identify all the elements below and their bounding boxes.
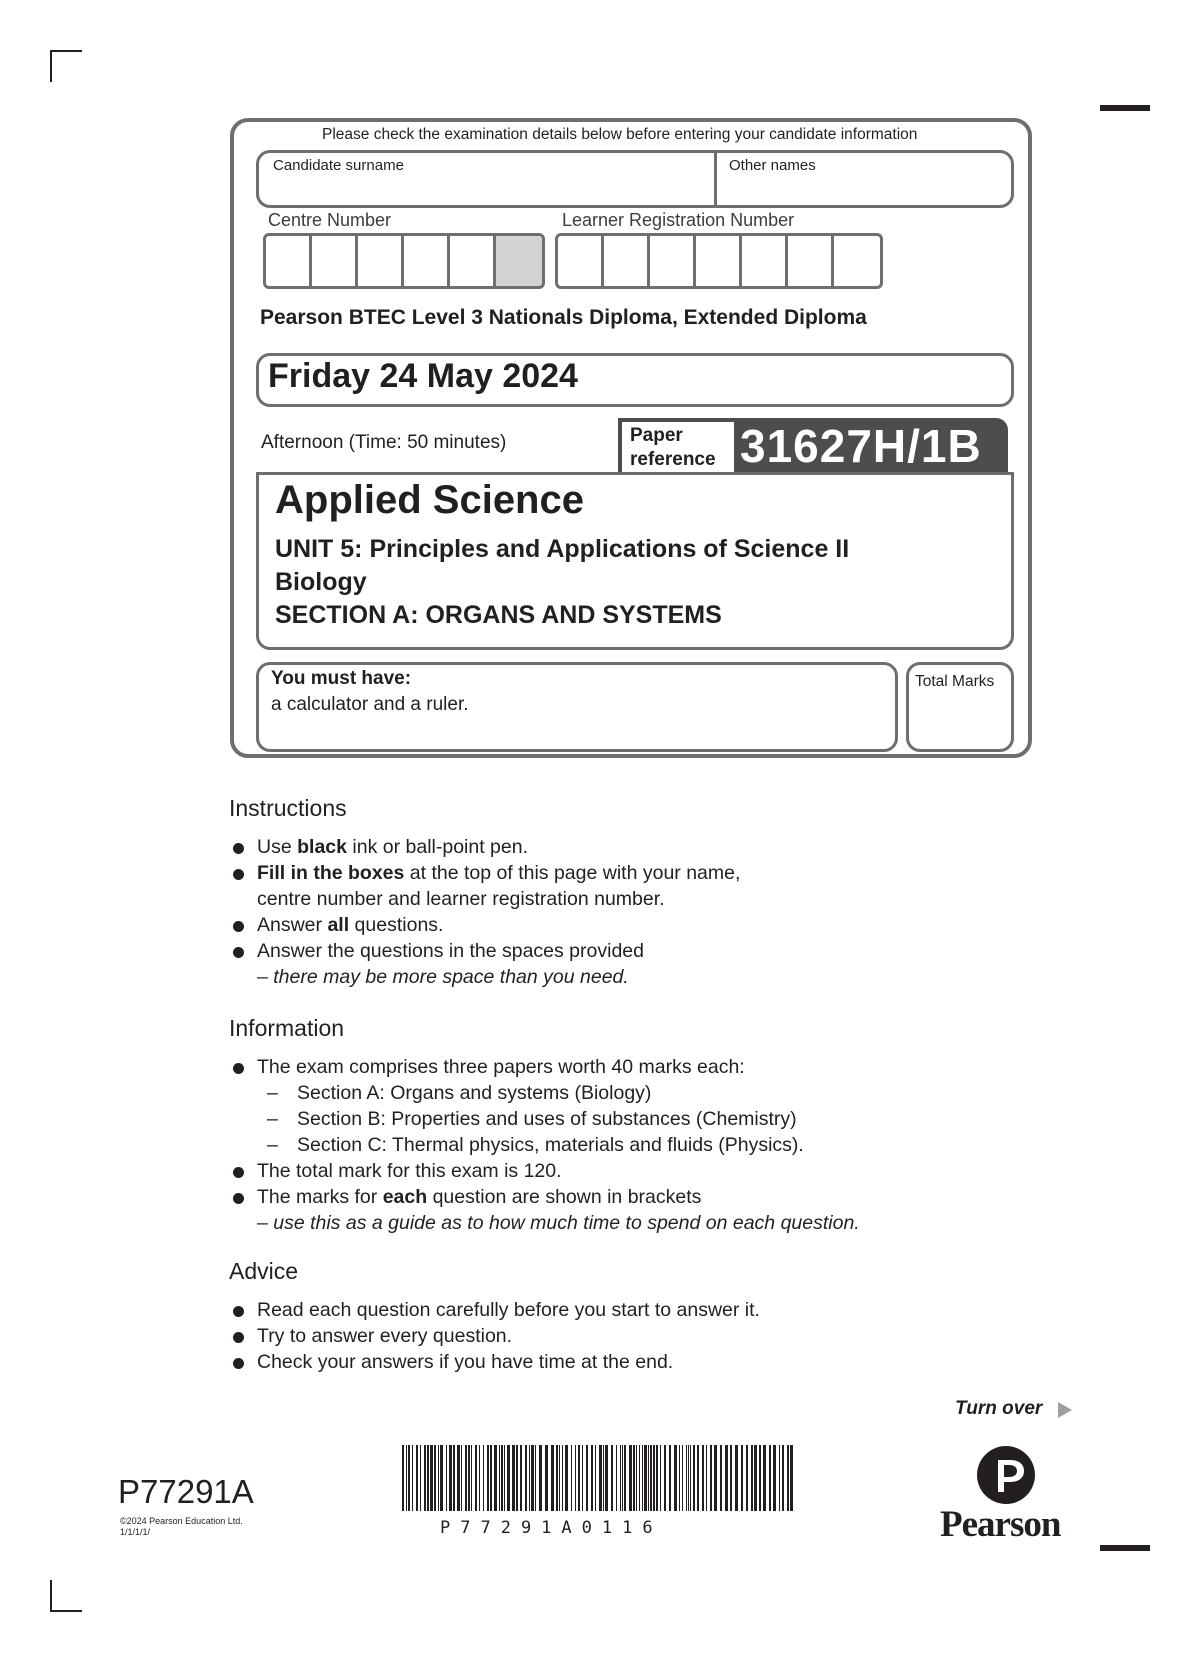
dash: – [267,1134,278,1156]
barcode-bar [516,1445,518,1511]
barcode-bar [446,1445,447,1511]
instruction-bold: black [297,836,347,858]
barcode-bar [644,1445,647,1511]
information-text: The marks for [257,1186,383,1208]
learner-registration-boxes [555,233,883,289]
barcode-bar [556,1445,558,1511]
barcode-bar [730,1445,732,1511]
barcode-bar [754,1445,757,1511]
instruction-italic: – there may be more space than you need. [257,966,629,988]
barcode-bar [782,1445,784,1511]
check-notice: Please check the examination details below before entering your candidate information [322,126,918,143]
barcode-bar [642,1445,643,1511]
instruction-bold: all [327,914,350,936]
instruction-text: Use [257,836,298,858]
barcode-bar [494,1445,497,1511]
turn-over-arrow-icon [1058,1402,1072,1418]
barcode-bar [501,1445,503,1511]
paper-reference-label-line1: Paper [630,425,683,446]
barcode-bar [535,1445,536,1511]
centre-number-boxes [263,233,545,289]
barcode-bar [529,1445,530,1511]
exam-date: Friday 24 May 2024 [268,357,578,395]
barcode-bar [468,1445,470,1511]
instruction-text: centre number and learner registration number. [257,888,665,910]
paper-reference-label [622,422,734,472]
barcode-bar [741,1445,743,1511]
barcode-bar [545,1445,548,1511]
bullet [233,947,244,958]
total-marks-label: Total Marks [915,673,995,690]
exam-session: Afternoon (Time: 50 minutes) [261,432,507,453]
list-item [229,1158,860,1184]
list-item [229,860,740,912]
list-item [229,1349,760,1375]
barcode-bar [624,1445,626,1511]
barcode-bar [424,1445,426,1511]
barcode-bar [611,1445,613,1511]
information-list [229,1054,860,1236]
barcode-bar [578,1445,580,1511]
information-text: The exam comprises three papers worth 40 marks each: [257,1056,745,1078]
barcode-bar [769,1445,771,1511]
barcode-bar [565,1445,568,1511]
barcode-bar [586,1445,588,1511]
barcode-image [402,1445,798,1511]
instructions-list [229,834,740,990]
advice-text: Check your answers if you have time at the end. [257,1351,674,1373]
barcode-bar [599,1445,602,1511]
barcode-bar [622,1445,623,1511]
barcode-bar [582,1445,583,1511]
barcode-bar [636,1445,637,1511]
qualification-title: Pearson BTEC Level 3 Nationals Diploma, Extended Diploma [260,306,867,329]
paper-reference-code: 31627H/1B [740,420,982,472]
barcode-bar [693,1445,695,1511]
barcode-bar [746,1445,748,1511]
sub-item-text: Section A: Organs and systems (Biology) [297,1082,652,1104]
barcode-bar [559,1445,560,1511]
barcode-bar [714,1445,717,1511]
instruction-text: questions. [349,914,444,936]
barcode-bar [648,1445,649,1511]
advice-list [229,1297,760,1375]
copyright-line: 1/1/1/1/ [120,1527,151,1537]
barcode-bar [720,1445,722,1511]
bullet [233,843,244,854]
barcode-bar [605,1445,608,1511]
barcode-bar [412,1445,413,1511]
pearson-wordmark: Pearson [940,1504,1061,1545]
barcode-bar [487,1445,489,1511]
barcode-bar [674,1445,677,1511]
barcode-bar [633,1445,635,1511]
learner-registration-label: Learner Registration Number [562,210,795,230]
sub-item-text: Section C: Thermal physics, materials and fluids (Physics). [297,1134,804,1156]
barcode-bar [512,1445,515,1511]
barcode-bar [686,1445,687,1511]
copyright-line: ©2024 Pearson Education Ltd. [120,1516,243,1526]
list-item [229,1054,860,1158]
barcode-bar [779,1445,780,1511]
barcode-bar [702,1445,704,1511]
barcode-bar [479,1445,480,1511]
barcode-bar [438,1445,439,1511]
barcode-bar [591,1445,593,1511]
barcode-bar [697,1445,699,1511]
barcode-bar [504,1445,505,1511]
barcode-bar [690,1445,691,1511]
learner-registration-digit[interactable] [788,236,834,286]
list-item [229,1184,860,1236]
barcode-bar [653,1445,655,1511]
candidate-surname-label: Candidate surname [273,157,404,174]
bullet [233,1332,244,1343]
candidate-surname-field[interactable] [262,176,710,204]
barcode-bar [575,1445,576,1511]
paper-code: P77291A [118,1473,254,1510]
sub-item-text: Section B: Properties and uses of substances (Chemistry) [297,1108,797,1130]
advice-heading: Advice [229,1258,299,1284]
barcode-bar [453,1445,455,1511]
pearson-logo-icon [940,1445,1070,1505]
barcode-bar [499,1445,500,1511]
advice-text: Read each question carefully before you start to answer it. [257,1299,760,1321]
centre-number-digit[interactable] [404,236,450,286]
centre-number-digit[interactable] [312,236,358,286]
information-text: The total mark for this exam is 120. [257,1160,562,1182]
barcode-bar [616,1445,617,1511]
barcode-bar [664,1445,666,1511]
barcode-bar [475,1445,477,1511]
barcode-bar [629,1445,632,1511]
barcode-bar [656,1445,658,1511]
barcode-bar [562,1445,563,1511]
bullet [233,1167,244,1178]
bullet [233,1306,244,1317]
bullet [233,921,244,932]
dash: – [267,1108,278,1130]
information-bold: each [382,1186,428,1208]
list-item [229,1323,760,1349]
barcode-bar [682,1445,683,1511]
information-text: question are shown in brackets [427,1186,702,1208]
barcode-bar [539,1445,542,1511]
information-heading: Information [229,1015,345,1041]
learner-registration-digit[interactable] [742,236,788,286]
barcode-bar [525,1445,527,1511]
sub-item [257,1106,860,1132]
list-item [229,1297,760,1323]
section-title: SECTION A: ORGANS AND SYSTEMS [275,601,722,629]
bullet [233,1193,244,1204]
centre-number-digit[interactable] [450,236,496,286]
list-item [229,912,740,938]
turn-over-label: Turn over [955,1398,1043,1419]
barcode-bar [440,1445,443,1511]
barcode-bar [688,1445,689,1511]
must-have-title: You must have: [271,668,412,689]
barcode-bar [759,1445,761,1511]
barcode-bar [461,1445,462,1511]
bullet [233,869,244,880]
instruction-text: at the top of this page with your name, [404,862,741,884]
barcode-bar [483,1445,484,1511]
bullet [233,1063,244,1074]
barcode-bar [420,1445,421,1511]
instruction-text: Answer [257,914,328,936]
crop-mark-bottom-left [50,1580,82,1612]
other-names-label: Other names [729,157,816,174]
barcode-bar [571,1445,572,1511]
barcode-bar [790,1445,793,1511]
barcode-bar [735,1445,738,1511]
barcode-bar [595,1445,596,1511]
barcode-bar [787,1445,789,1511]
sub-item [257,1080,860,1106]
advice-text: Try to answer every question. [257,1325,513,1347]
must-have-text: a calculator and a ruler. [271,694,469,715]
barcode-bar [427,1445,429,1511]
barcode-bar [679,1445,680,1511]
information-italic: – use this as a guide as to how much time to spend on each question. [257,1212,860,1234]
barcode-bar [773,1445,776,1511]
crop-mark-top-left [50,50,82,82]
barcode-bar [710,1445,712,1511]
barcode-bar [471,1445,472,1511]
barcode-bar [416,1445,418,1511]
copyright [120,1516,243,1538]
instruction-text: Answer the questions in the spaces provided [257,940,644,962]
learner-registration-digit[interactable] [650,236,696,286]
other-names-field[interactable] [722,176,1008,204]
barcode-bar [706,1445,707,1511]
barcode-bar [449,1445,452,1511]
dash: – [267,1082,278,1104]
registration-bar-top [1100,105,1150,111]
subject-title: Applied Science [275,478,584,522]
barcode-bar [620,1445,621,1511]
barcode-bar [551,1445,554,1511]
instruction-text: ink or ball-point pen. [346,836,529,858]
barcode-bar [639,1445,640,1511]
list-item [229,938,740,990]
list-item [229,834,740,860]
barcode-bar [402,1445,404,1511]
centre-number-shaded-cell [496,236,542,286]
barcode-bar [603,1445,604,1511]
centre-number-digit[interactable] [266,236,312,286]
barcode-bar [408,1445,410,1511]
topic-title: Biology [275,568,367,596]
barcode-text: P77291A0116 [440,1518,663,1538]
paper-reference-label-line2: reference [630,449,716,470]
instruction-bold: Fill in the boxes [257,862,405,884]
barcode-bar [406,1445,407,1511]
learner-registration-digit[interactable] [558,236,604,286]
barcode-bar [434,1445,436,1511]
barcode-bar [531,1445,534,1511]
barcode-bar [490,1445,492,1511]
learner-registration-digit[interactable] [834,236,880,286]
instructions-heading: Instructions [229,795,347,821]
barcode-bar [457,1445,460,1511]
centre-number-label: Centre Number [268,210,392,230]
sub-item [257,1132,860,1158]
name-box-divider [714,153,717,205]
learner-registration-digit[interactable] [604,236,650,286]
unit-title: UNIT 5: Principles and Applications of Science II [275,535,850,563]
barcode-bar [650,1445,652,1511]
barcode-bar [465,1445,467,1511]
barcode-bar [725,1445,728,1511]
bullet [233,1358,244,1369]
barcode-bar [660,1445,661,1511]
learner-registration-digit[interactable] [696,236,742,286]
centre-number-digit[interactable] [358,236,404,286]
barcode-bar [763,1445,766,1511]
registration-bar-bottom [1100,1545,1150,1551]
barcode-bar [669,1445,671,1511]
barcode-bar [751,1445,753,1511]
barcode-bar [430,1445,433,1511]
barcode-bar [520,1445,522,1511]
barcode-bar [507,1445,510,1511]
